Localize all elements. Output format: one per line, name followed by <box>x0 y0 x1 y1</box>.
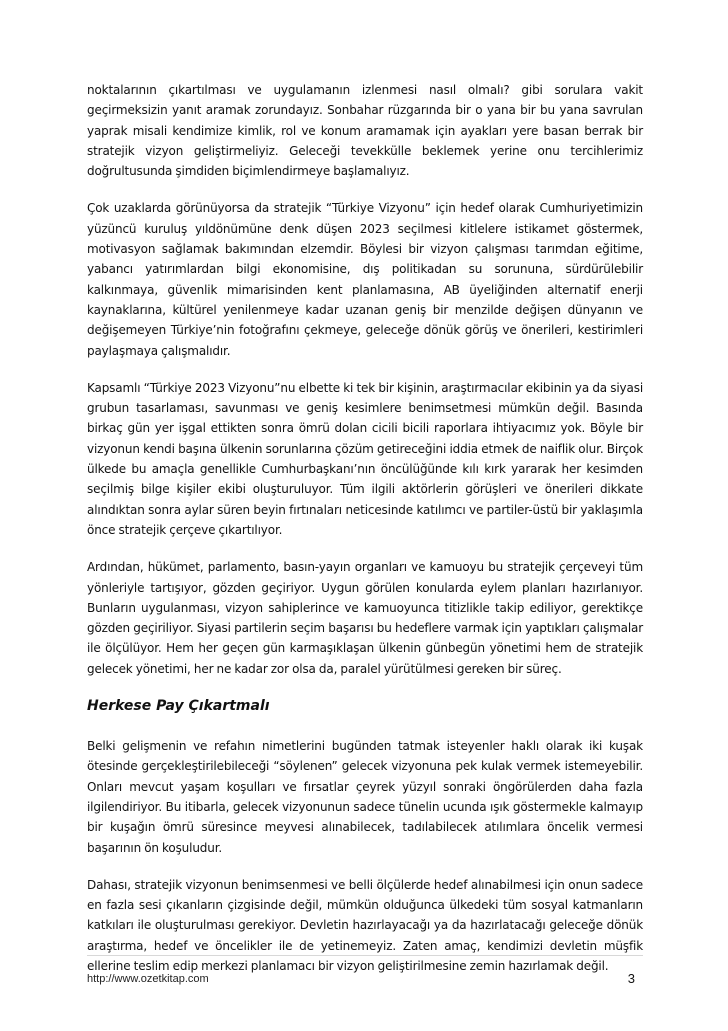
document-body <box>87 80 643 993</box>
section-heading: Herkese Pay Çıkartmalı <box>87 698 270 715</box>
footer-url-link[interactable]: http://www.ozetkitap.com <box>87 973 209 985</box>
paragraph-1: noktalarının çıkartılması ve uygulamanın izlenmesi nasıl olmalı? gibi sorulara vakit geçirmeksizin yanıt aramak zorundayız. Sonbahar rüzgarında bir o yana bir bu yana savrulan yaprak misali kendimize kimlik, rol ve konum aramamak için ayakları yere basan berrak bir stratejik vizyon geliştirmeliyiz. Geleceği tevekkülle beklemek yerine onu tercihlerimiz doğrultusunda şimdiden biçimlendirmeye başlamalıyız. <box>87 83 643 179</box>
page-footer <box>87 955 643 992</box>
paragraph-6: Dahası, stratejik vizyonun benimsenmesi ve belli ölçülerde hedef alınabilmesi için onun sadece en fazla sesi çıkanların çizgisinde değil, mümkün olduğunca ülkedeki tüm sosyal katmanların katkıları ile oluşturulması gerekiyor. Devletin hazırlayacağı ya da hazırlatacağı geleceğe dönük araştırma, hedef ve öncelikler ile de yetinemeyiz. Zaten amaç, kendimizi devletin müşfik ellerine teslim edip merkezi planlamacı bir vizyon geliştirilmesine zemin hazırlamak değil. <box>87 877 643 973</box>
paragraph-4: Ardından, hükümet, parlamento, basın-yayın organları ve kamuoyu bu stratejik çerçeveyi tüm yönleriyle tartışıyor, gözden geçiriyor. Uygun görülen konularda eylem planları hazırlanıyor. Bunların uygulanması, vizyon sahiplerince ve kamuoyunca titizlikle takip ediliyor, gerektikçe gözden geçiriliyor. Siyasi partilerin seçim başarısı bu hedeflere varmak için yaptıkları çalışmalar ile ölçülüyor. Hem her geçen gün karmaşıklaşan ülkenin günbegün yönetimi hem de stratejik gelecek yönetimi, her ne kadar zor olsa da, paralel yürütülmesi gereken bir süreç. <box>87 560 643 676</box>
page-number: 3 <box>627 971 635 986</box>
paragraph-5: Belki gelişmenin ve refahın nimetlerini bugünden tatmak isteyenler haklı olarak iki kuşak ötesinde gerçekleştirilebileceği “söylenen” gelecek vizyonuna pek kulak vermek istemeyebilir. Onları mevcut yaşam koşulları ve fırsatlar çeyrek yüzyıl sonraki öngörülerden daha fazla ilgilendiriyor. Bu itibarla, gelecek vizyonunun sadece tünelin ucunda ışık göstermekle kalmayıp bir kuşağın ömrü süresince meyvesi alınabilecek, tadılabilecek atılımlara öncelik vermesi başarının ön koşuludur. <box>87 739 643 855</box>
paragraph-2: Çok uzaklarda görünüyorsa da stratejik “Türkiye Vizyonu” için hedef olarak Cumhuriyetimizin yüzüncü kuruluş yıldönümüne denk düşen 2023 seçilmesi kitlelere istikamet göstermek, motivasyon sağlamak bakımından elzemdir. Böylesi bir vizyon çalışması tarımdan eğitime, yabancı yatırımlardan bilgi ekonomisine, dış politikadan su sorununa, sürdürülebilir kalkınmaya, güvenlik mimarisinden kent planlamasına, AB üyeliğinden alternatif enerji kaynaklarına, kültürel yenilenmeye kadar uzanan geniş bir menzilde değişen dünyanın ve değişemeyen Türkiye’nin fotoğrafını çekmeye, geleceğe dönük görüş ve önerileri, kestirimleri paylaşmaya çalışmalıdır. <box>87 201 643 358</box>
paragraph-3: Kapsamlı “Türkiye 2023 Vizyonu”nu elbette ki tek bir kişinin, araştırmacılar ekibinin ya da siyasi grubun tasarlaması, savunması ve geniş kesimlere benimsetmesi mümkün değil. Basında birkaç gün yer işgal ettikten sonra ömrü dolan cicili bicili raporlara ihtiyacımız yok. Böyle bir vizyonun kendi başına ülkenin sorunlarına çözüm getireceğini iddia etmek de naiflik olur. Birçok ülkede bu amaçla genellikle Cumhurbaşkanı’nın öncülüğünde kılı kırk yararak her kesimden seçilmiş bilge kişiler ekibi oluşturuluyor. Tüm ilgili aktörlerin görüşleri ve önerileri dikkate alındıktan sonra aylar süren beyin fırtınaları neticesinde katılımcı ve partiler-üstü bir yaklaşımla önce stratejik çerçeve çıkartılıyor. <box>87 380 643 537</box>
